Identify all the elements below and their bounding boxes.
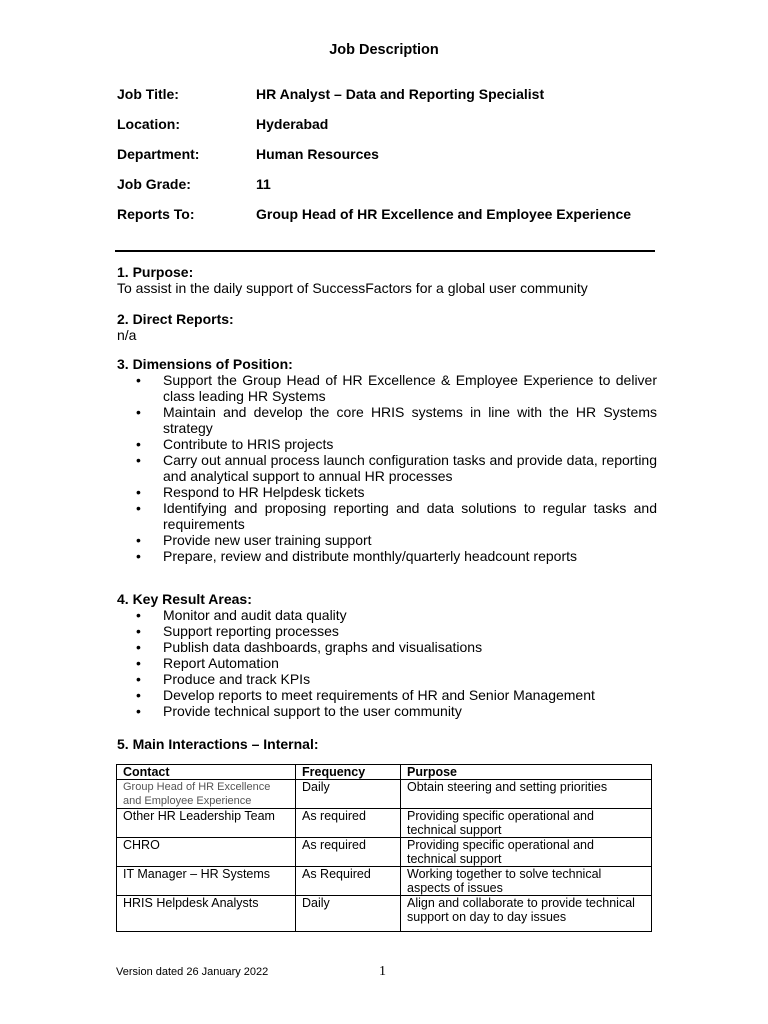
meta-row-job-grade xyxy=(117,176,677,206)
cell-frequency: Daily xyxy=(296,780,401,809)
meta-row-job-title xyxy=(117,86,677,116)
meta-label: Reports To: xyxy=(117,206,195,222)
column-header-frequency: Frequency xyxy=(296,765,401,780)
meta-label: Job Grade: xyxy=(117,176,191,192)
key-result-areas-list xyxy=(117,607,657,719)
list-item: • Monitor and audit data quality xyxy=(163,607,657,623)
list-item: • Report Automation xyxy=(163,655,657,671)
job-meta-block xyxy=(117,86,677,236)
list-item: • Develop reports to meet requirements of HR and Senior Management xyxy=(163,687,657,703)
cell-frequency: As Required xyxy=(296,867,401,896)
table-row xyxy=(117,809,652,838)
section-direct-reports xyxy=(117,311,657,343)
list-item: • Publish data dashboards, graphs and visualisations xyxy=(163,639,657,655)
cell-contact: IT Manager – HR Systems xyxy=(117,867,296,896)
meta-row-location xyxy=(117,116,677,146)
section-text: To assist in the daily support of SuccessFactors for a global user community xyxy=(117,280,588,296)
cell-contact: CHRO xyxy=(117,838,296,867)
section-heading: 1. Purpose: xyxy=(117,264,194,280)
cell-purpose: Obtain steering and setting priorities xyxy=(401,780,652,809)
meta-row-reports-to xyxy=(117,206,677,236)
section-heading: 4. Key Result Areas: xyxy=(117,591,252,607)
meta-value: HR Analyst – Data and Reporting Specialist xyxy=(256,86,545,102)
table-row xyxy=(117,838,652,867)
meta-row-department xyxy=(117,146,677,176)
section-heading: 2. Direct Reports: xyxy=(117,311,234,327)
cell-purpose: Providing specific operational and technical support xyxy=(401,809,652,838)
column-header-purpose: Purpose xyxy=(401,765,652,780)
cell-contact: Other HR Leadership Team xyxy=(117,809,296,838)
list-item: • Respond to HR Helpdesk tickets xyxy=(163,484,657,500)
list-item: • Support reporting processes xyxy=(163,623,657,639)
list-item: • Identifying and proposing reporting and data solutions to regular tasks and requirements xyxy=(163,500,657,532)
meta-value: Human Resources xyxy=(256,146,379,162)
cell-contact: HRIS Helpdesk Analysts xyxy=(117,896,296,932)
meta-value: Hyderabad xyxy=(256,116,329,132)
column-header-contact: Contact xyxy=(117,765,296,780)
table-row xyxy=(117,896,652,932)
meta-label: Location: xyxy=(117,116,180,132)
section-text: n/a xyxy=(117,327,137,343)
horizontal-divider xyxy=(115,250,655,252)
meta-label: Job Title: xyxy=(117,86,179,102)
section-key-result-areas xyxy=(117,591,657,719)
meta-label: Department: xyxy=(117,146,200,162)
section-purpose xyxy=(117,264,657,296)
footer-version: Version dated 26 January 2022 xyxy=(116,966,269,978)
table-row xyxy=(117,867,652,896)
cell-frequency: Daily xyxy=(296,896,401,932)
meta-value: Group Head of HR Excellence and Employee Experience xyxy=(256,206,632,222)
section-heading: 3. Dimensions of Position: xyxy=(117,356,293,372)
list-item: • Produce and track KPIs xyxy=(163,671,657,687)
list-item: • Maintain and develop the core HRIS systems in line with the HR Systems strategy xyxy=(163,404,657,436)
list-item: • Contribute to HRIS projects xyxy=(163,436,657,452)
section-heading: 5. Main Interactions – Internal: xyxy=(117,736,319,752)
meta-value: 11 xyxy=(256,176,271,192)
list-item: • Support the Group Head of HR Excellence & Employee Experience to deliver class leading HR Systems xyxy=(163,372,657,404)
table-header-row xyxy=(117,765,652,780)
list-item: • Provide new user training support xyxy=(163,532,657,548)
cell-frequency: As required xyxy=(296,838,401,867)
list-item: • Carry out annual process launch configuration tasks and provide data, reporting and analytical support to annual HR processes xyxy=(163,452,657,484)
interactions-table xyxy=(116,764,652,932)
section-interactions xyxy=(117,736,657,752)
table-row xyxy=(117,780,652,809)
document-title: Job Description xyxy=(329,42,439,58)
section-dimensions xyxy=(117,356,657,564)
footer-page-number: 1 xyxy=(379,964,386,979)
dimensions-list xyxy=(117,372,657,564)
cell-contact: Group Head of HR Excellence and Employee Experience xyxy=(117,780,296,809)
list-item: • Prepare, review and distribute monthly/quarterly headcount reports xyxy=(163,548,657,564)
cell-purpose: Align and collaborate to provide technical support on day to day issues xyxy=(401,896,652,932)
cell-purpose: Providing specific operational and technical support xyxy=(401,838,652,867)
cell-frequency: As required xyxy=(296,809,401,838)
cell-purpose: Working together to solve technical aspects of issues xyxy=(401,867,652,896)
list-item: • Provide technical support to the user community xyxy=(163,703,657,719)
